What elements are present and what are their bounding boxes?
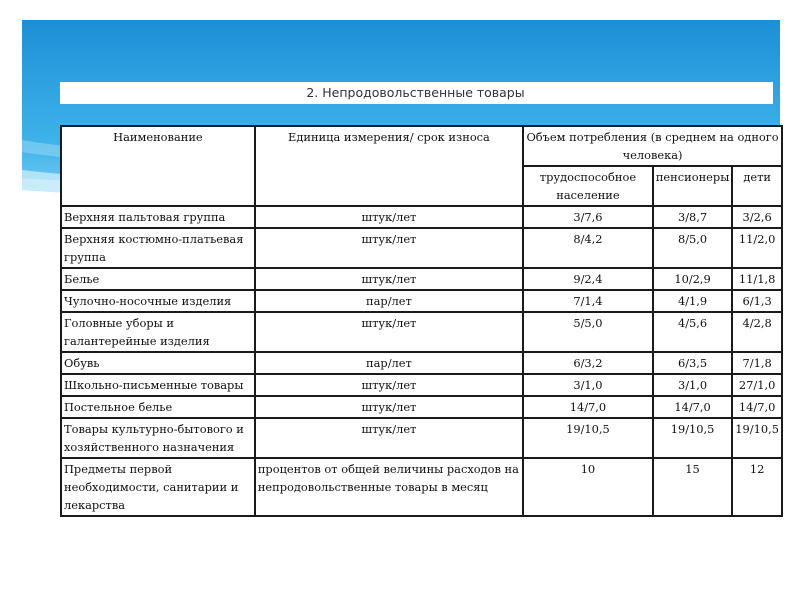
table-row (61, 374, 782, 396)
row-children: 7/1,8 (732, 352, 782, 374)
header-working: трудоспособное население (523, 166, 653, 206)
row-unit: штук/лет (255, 228, 523, 268)
row-pensioners: 3/1,0 (653, 374, 732, 396)
row-working: 3/7,6 (523, 206, 653, 228)
row-children: 14/7,0 (732, 396, 782, 418)
title-text: 2. Непродовольственные товары (306, 85, 525, 100)
row-pensioners: 10/2,9 (653, 268, 732, 290)
row-name: Товары культурно-бытового и хозяйственного назначения (61, 418, 255, 458)
row-working: 5/5,0 (523, 312, 653, 352)
row-working: 8/4,2 (523, 228, 653, 268)
row-children: 19/10,5 (732, 418, 782, 458)
header-pensioners: пенсионеры (653, 166, 732, 206)
row-name: Предметы первой необходимости, санитарии и лекарства (61, 458, 255, 516)
row-children: 6/1,3 (732, 290, 782, 312)
row-pensioners: 14/7,0 (653, 396, 732, 418)
table-row (61, 418, 782, 458)
row-unit: штук/лет (255, 206, 523, 228)
row-working: 6/3,2 (523, 352, 653, 374)
row-children: 3/2,6 (732, 206, 782, 228)
page-title (60, 82, 773, 104)
row-children: 12 (732, 458, 782, 516)
row-pensioners: 8/5,0 (653, 228, 732, 268)
table-row (61, 458, 782, 516)
header-children: дети (732, 166, 782, 206)
row-name: Постельное белье (61, 396, 255, 418)
row-children: 4/2,8 (732, 312, 782, 352)
table-row (61, 206, 782, 228)
row-children: 27/1,0 (732, 374, 782, 396)
table-row (61, 396, 782, 418)
row-unit: штук/лет (255, 374, 523, 396)
row-pensioners: 4/5,6 (653, 312, 732, 352)
row-children: 11/1,8 (732, 268, 782, 290)
row-working: 14/7,0 (523, 396, 653, 418)
row-unit: пар/лет (255, 352, 523, 374)
row-name: Чулочно-носочные изделия (61, 290, 255, 312)
row-working: 19/10,5 (523, 418, 653, 458)
row-unit: процентов от общей величины расходов на непродовольственные товары в месяц (255, 458, 523, 516)
table-row (61, 312, 782, 352)
row-name: Головные уборы и галантерейные изделия (61, 312, 255, 352)
row-name: Школьно-письменные товары (61, 374, 255, 396)
table-row (61, 268, 782, 290)
row-unit: штук/лет (255, 268, 523, 290)
row-working: 10 (523, 458, 653, 516)
row-pensioners: 6/3,5 (653, 352, 732, 374)
header-volume: Объем потребления (в среднем на одного человека) (523, 126, 782, 166)
row-unit: штук/лет (255, 396, 523, 418)
row-pensioners: 19/10,5 (653, 418, 732, 458)
row-name: Верхняя костюмно-платьевая группа (61, 228, 255, 268)
consumption-table (60, 125, 783, 517)
row-pensioners: 3/8,7 (653, 206, 732, 228)
table-row (61, 290, 782, 312)
row-name: Обувь (61, 352, 255, 374)
row-children: 11/2,0 (732, 228, 782, 268)
row-name: Белье (61, 268, 255, 290)
row-unit: штук/лет (255, 418, 523, 458)
row-working: 3/1,0 (523, 374, 653, 396)
row-name: Верхняя пальтовая группа (61, 206, 255, 228)
header-row (61, 126, 782, 166)
header-name: Наименование (61, 126, 255, 206)
row-unit: штук/лет (255, 312, 523, 352)
row-working: 7/1,4 (523, 290, 653, 312)
row-pensioners: 4/1,9 (653, 290, 732, 312)
header-unit: Единица измерения/ срок износа (255, 126, 523, 206)
row-unit: пар/лет (255, 290, 523, 312)
row-working: 9/2,4 (523, 268, 653, 290)
row-pensioners: 15 (653, 458, 732, 516)
table-row (61, 352, 782, 374)
table-row (61, 228, 782, 268)
